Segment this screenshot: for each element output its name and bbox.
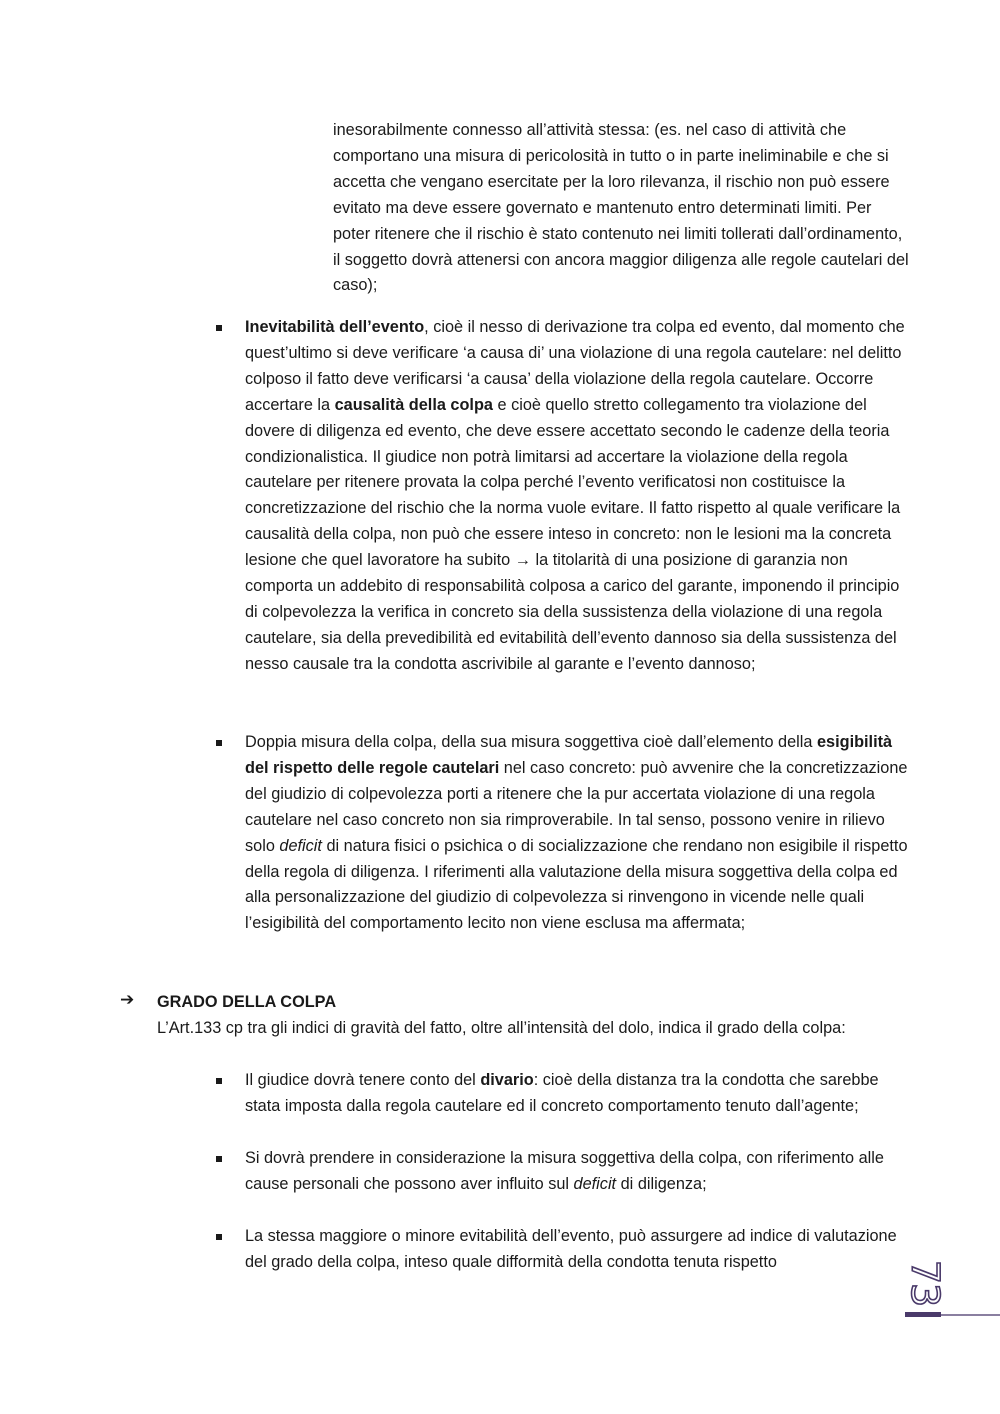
bold-term: esigibilità del rispetto delle regole cautelari [245, 733, 893, 777]
page-footer-line [941, 1314, 1000, 1316]
continuation-paragraph: inesorabilmente connesso all’attività stessa: (es. nel caso di attività che comportano una misura di pericolosità in tutto o in parte ineliminabile e che si accetta che vengano esercitate per la loro rilevanza, il rischio non può essere evitato ma deve essere governato e mantenuto entro determinati limiti. Per poter ritenere che il rischio è stato contenuto nei limiti tollerati dall’ordinamento, il soggetto dovrà attenersi con ancora maggior diligenza alle regole cautelari del caso); [333, 121, 909, 295]
bold-term: causalità della colpa [334, 395, 493, 414]
square-bullet-icon [216, 1078, 222, 1084]
square-bullet-icon [216, 325, 222, 331]
bullet-text: Doppia misura della colpa, della sua misura soggettiva cioè dall’elemento della esigibilità del rispetto delle regole cautelari nel caso concreto: può avvenire che la concretizzazione del giudizio di colpevolezza porti a ritenere che la pur accertata violazione di una regola cautelare nel caso concreto non sia rimproverabile. In tal senso, possono venire in rilievo solo deficit di natura fisici o psichica o di socializzazione che rendano non esigibile il rispetto della regola di diligenza. I riferimenti alla valutazione della misura soggettiva della colpa ed alla personalizzazione del giudizio di colpevolezza si rinvengono in vicende nelle quali l’esigibilità del comportamento lecito non viene esclusa ma affermata; [245, 733, 908, 933]
section-intro: L’Art.133 cp tra gli indici di gravità del fatto, oltre all’intensità del dolo, indica il grado della colpa: [157, 1019, 846, 1037]
arrow-right-icon: ➔ [120, 990, 135, 1009]
bullet-text: Il giudice dovrà tenere conto del divario: cioè della distanza tra la condotta che sarebbe stata imposta dalla regola cautelare ed il concreto comportamento tenuto dall’agente; [245, 1071, 879, 1115]
bullet-text: Inevitabilità dell’evento, cioè il nesso di derivazione tra colpa ed evento, dal momento che quest’ultimo si deve verificare ‘a causa di’ una violazione di una regola cautelare: nel delitto colposo il fatto deve verificarsi ‘a causa’ della violazione della regola cautelare. Occorre accertare la causalità della colpa e cioè quello stretto collegamento tra violazione del dovere di diligenza ed evento, che deve essere accettato secondo le cadenze della teoria condizionalistica. Il giudice non potrà limitarsi ad accertare la violazione della regola cautelare per ritenere provata la colpa perché l’evento verificatosi non costituisce la concretizzazione del rischio che la norma vuole evitare. Il fatto rispetto al quale verificare la causalità della colpa, non può che essere inteso in concreto: non le lesioni ma la concreta lesione che quel lavoratore ha subito → la titolarità di una posizione di garanzia non comporta un addebito di responsabilità colposa a carico del garante, imponendo il principio di colpevolezza la verifica in concreto sia della sussistenza della violazione di una regola cautelare, sia della prevedibilità ed evitabilità dell’evento dannoso sia della sussistenza del nesso causale tra la condotta ascrivibile al garante e l’evento dannoso; [245, 318, 905, 673]
section-heading: GRADO DELLA COLPA [157, 993, 337, 1011]
page-number-rule [905, 1312, 941, 1317]
italic-term: deficit [573, 1174, 617, 1193]
bold-term: Inevitabilità dell’evento [245, 318, 425, 336]
bold-term: divario [480, 1071, 534, 1089]
square-bullet-icon [216, 1234, 222, 1240]
italic-term: deficit [279, 836, 322, 855]
square-bullet-icon [216, 740, 222, 746]
bullet-text: La stessa maggiore o minore evitabilità dell’evento, può assurgere ad indice di valutazione del grado della colpa, inteso quale difformità della condotta tenuta rispetto [245, 1227, 897, 1271]
bullet-text: Si dovrà prendere in considerazione la misura soggettiva della colpa, con riferimento alle cause personali che possono aver influito sul deficit di diligenza; [245, 1149, 884, 1193]
page-number: 73 [903, 1259, 948, 1307]
square-bullet-icon [216, 1156, 222, 1162]
